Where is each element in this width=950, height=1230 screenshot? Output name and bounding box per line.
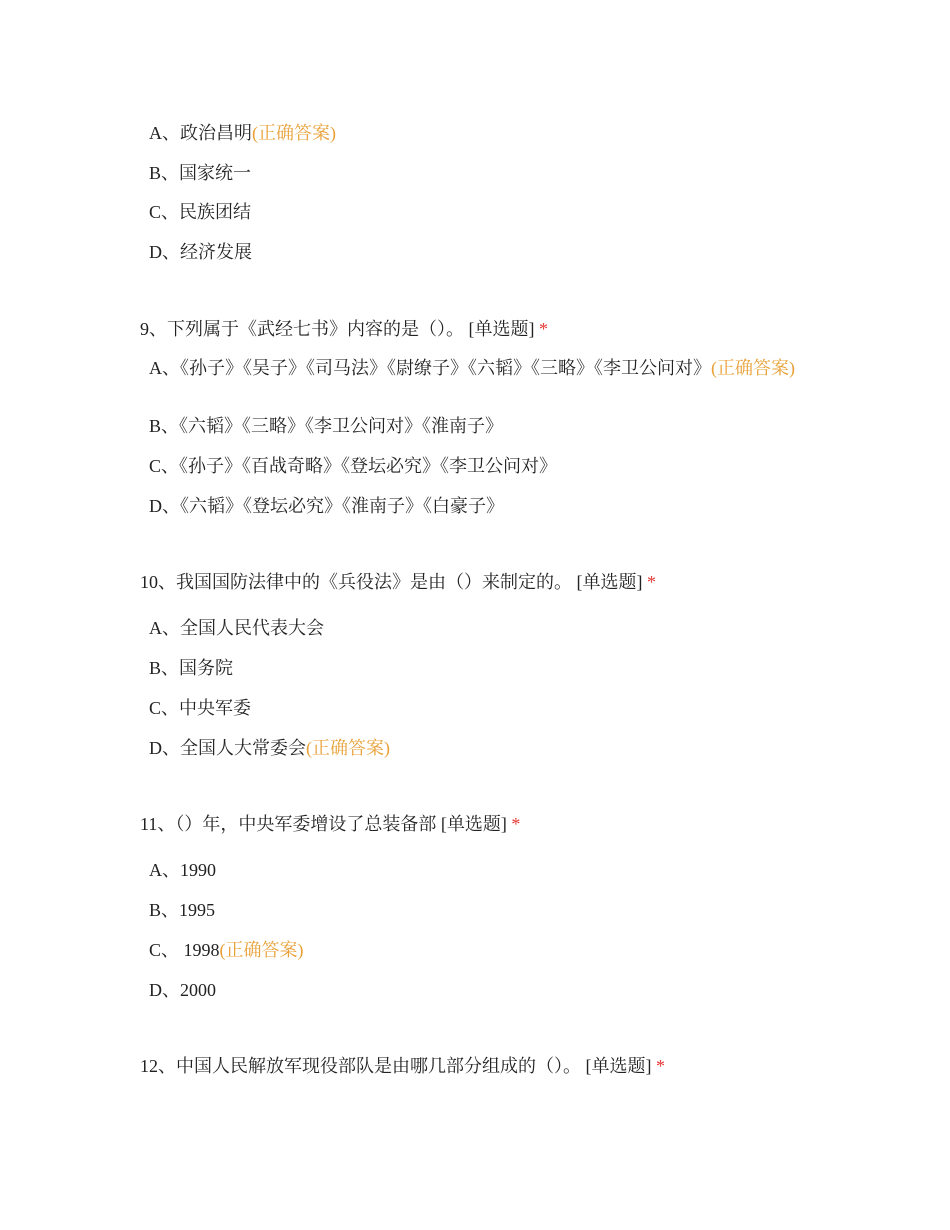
option-label: D、《六韬》《登坛必究》《淮南子》《白豪子》: [149, 496, 504, 516]
q9-title: [140, 317, 840, 341]
question-text: 12、中国人民解放军现役部队是由哪几部分组成的（）。 [单选题]: [140, 1056, 652, 1076]
q9-option-d[interactable]: [149, 494, 809, 518]
q10-title: [140, 570, 840, 594]
required-mark: *: [656, 1056, 665, 1076]
option-label: B、1995: [149, 900, 216, 920]
q11-option-d[interactable]: [149, 978, 809, 1002]
q11-option-c[interactable]: [149, 938, 809, 962]
q8-option-b[interactable]: [149, 161, 809, 185]
required-mark: *: [511, 814, 521, 834]
option-label: A、全国人民代表大会: [149, 618, 324, 638]
q8-option-d[interactable]: [149, 240, 809, 264]
q8-option-a[interactable]: [149, 121, 809, 145]
correct-answer-tag: (正确答案): [306, 738, 390, 758]
q8-option-c[interactable]: [149, 200, 809, 224]
question-text: 11、（）年，中央军委增设了总装备部 [单选题]: [140, 814, 507, 834]
q10-option-b[interactable]: [149, 656, 809, 680]
q11-title: [140, 812, 840, 836]
option-label: C、民族团结: [149, 202, 252, 222]
q9-option-b[interactable]: [149, 414, 809, 438]
option-label: C、中央军委: [149, 698, 252, 718]
option-label: A、政治昌明: [149, 123, 252, 143]
option-label: C、 1998: [149, 940, 220, 960]
q10-option-c[interactable]: [149, 696, 809, 720]
question-text: 9、下列属于《武经七书》内容的是（）。 [单选题]: [140, 319, 535, 339]
option-label: B、国家统一: [149, 163, 252, 183]
required-mark: *: [647, 572, 656, 592]
q10-option-d[interactable]: [149, 736, 809, 760]
option-label: D、经济发展: [149, 242, 252, 262]
q11-option-a[interactable]: [149, 858, 809, 882]
q9-option-a[interactable]: [149, 356, 809, 380]
question-text: 10、我国国防法律中的《兵役法》是由（）来制定的。 [单选题]: [140, 572, 643, 592]
option-label: B、《六韬》《三略》《李卫公问对》《淮南子》: [149, 416, 504, 436]
option-label: D、全国人大常委会: [149, 738, 306, 758]
q11-option-b[interactable]: [149, 898, 809, 922]
option-label: A、1990: [149, 860, 216, 880]
q10-option-a[interactable]: [149, 616, 809, 640]
required-mark: *: [539, 319, 548, 339]
option-label: A、《孙子》《吴子》《司马法》《尉缭子》《六韬》《三略》《李卫公问对》: [149, 358, 711, 378]
q9-option-c[interactable]: [149, 454, 809, 478]
option-label: D、2000: [149, 980, 216, 1000]
option-label: C、《孙子》《百战奇略》《登坛必究》《李卫公问对》: [149, 456, 558, 476]
option-label: B、国务院: [149, 658, 234, 678]
q12-title: [140, 1054, 840, 1078]
correct-answer-tag: (正确答案): [711, 358, 795, 378]
correct-answer-tag: (正确答案): [219, 940, 304, 960]
correct-answer-tag: (正确答案): [252, 123, 336, 143]
